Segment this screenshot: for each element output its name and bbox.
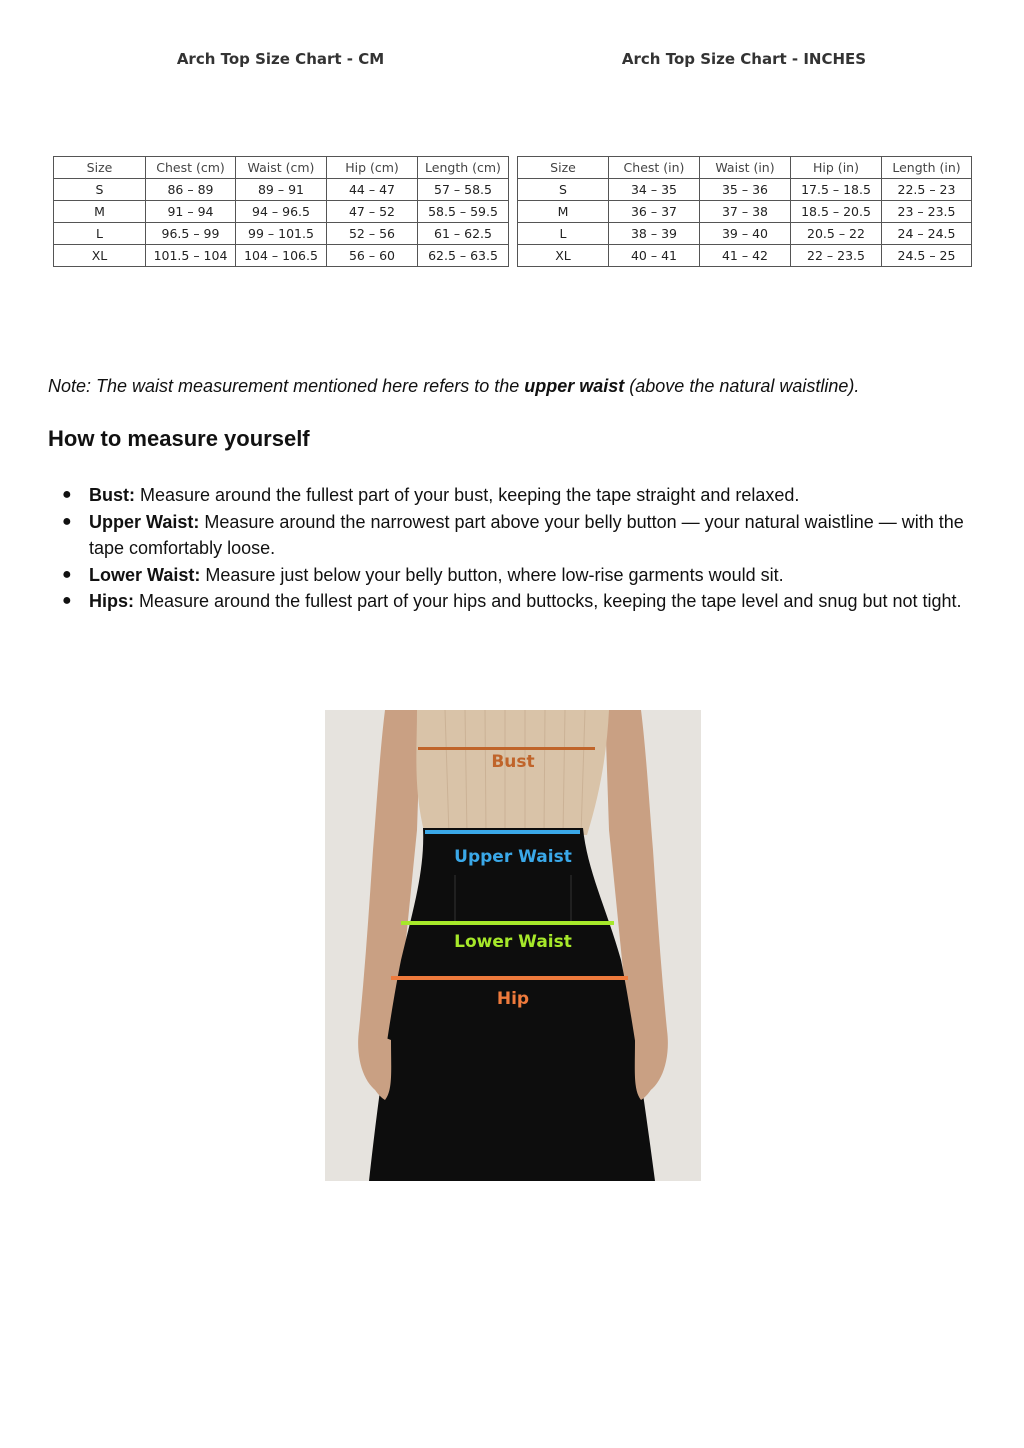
- instruction-term: Bust:: [89, 485, 135, 505]
- table-header-row: [518, 157, 972, 179]
- table-cell: 99 – 101.5: [236, 223, 327, 245]
- instruction-text: Measure around the fullest part of your hips and buttocks, keeping the tape level and snug but not tight.: [134, 591, 962, 611]
- table-cell: 57 – 58.5: [418, 179, 509, 201]
- table-cell: 17.5 – 18.5: [791, 179, 882, 201]
- table-cell: XL: [54, 245, 146, 267]
- table-cell: 23 – 23.5: [882, 201, 972, 223]
- table-cell: M: [518, 201, 609, 223]
- table-cell: 89 – 91: [236, 179, 327, 201]
- list-item: [48, 562, 978, 589]
- table-cell: 34 – 35: [609, 179, 700, 201]
- list-item: [48, 482, 978, 509]
- instruction-text: Measure around the narrowest part above your belly button — your natural waistline — with the tape comfortably loose.: [89, 511, 964, 558]
- column-header: Waist (cm): [236, 157, 327, 179]
- instruction-text: Measure just below your belly button, where low-rise garments would sit.: [200, 564, 784, 585]
- table-cell: 104 – 106.5: [236, 245, 327, 267]
- table-row: [54, 223, 509, 245]
- table-row: [518, 179, 972, 201]
- table-row: [518, 201, 972, 223]
- table-cell: 96.5 – 99: [146, 223, 236, 245]
- bullet-icon: ●: [62, 486, 72, 503]
- column-header: Hip (cm): [327, 157, 418, 179]
- column-header: Size: [518, 157, 609, 179]
- table-cell: 94 – 96.5: [236, 201, 327, 223]
- table-row: [518, 223, 972, 245]
- bullet-icon: ●: [62, 592, 72, 609]
- table-cell: 91 – 94: [146, 201, 236, 223]
- table-cell: 24.5 – 25: [882, 245, 972, 267]
- table-cell: 56 – 60: [327, 245, 418, 267]
- bullet-icon: ●: [62, 565, 72, 583]
- table-cell: 101.5 – 104: [146, 245, 236, 267]
- inches-size-table: [517, 156, 972, 267]
- instruction-term: Lower Waist:: [89, 564, 201, 585]
- column-header: Length (in): [882, 157, 972, 179]
- inches-chart-title: Arch Top Size Chart - INCHES: [621, 50, 867, 68]
- table-cell: S: [518, 179, 609, 201]
- note-suffix: (above the natural waistline).: [624, 376, 860, 396]
- section-heading: How to measure yourself: [48, 426, 310, 451]
- table-cell: 39 – 40: [700, 223, 791, 245]
- waist-note: [48, 376, 988, 397]
- table-cell: 40 – 41: [609, 245, 700, 267]
- table-cell: 41 – 42: [700, 245, 791, 267]
- upper-waist-line: [425, 830, 580, 834]
- column-header: Hip (in): [791, 157, 882, 179]
- table-cell: M: [54, 201, 146, 223]
- table-cell: 35 – 36: [700, 179, 791, 201]
- table-cell: 52 – 56: [327, 223, 418, 245]
- note-prefix: Note: The waist measurement mentioned here refers to the: [48, 376, 525, 396]
- table-cell: 37 – 38: [700, 201, 791, 223]
- table-cell: 44 – 47: [327, 179, 418, 201]
- table-cell: 18.5 – 20.5: [791, 201, 882, 223]
- table-row: [54, 245, 509, 267]
- measurement-instructions: [48, 482, 978, 615]
- table-cell: L: [518, 223, 609, 245]
- table-cell: 47 – 52: [327, 201, 418, 223]
- table-cell: 61 – 62.5: [418, 223, 509, 245]
- lower-waist-line: [401, 921, 614, 925]
- column-header: Size: [54, 157, 146, 179]
- note-emphasis: upper waist: [524, 376, 625, 396]
- table-header-row: [54, 157, 509, 179]
- table-cell: 22 – 23.5: [791, 245, 882, 267]
- bullet-icon: ●: [62, 512, 72, 530]
- table-cell: 62.5 – 63.5: [418, 245, 509, 267]
- column-header: Chest (cm): [146, 157, 236, 179]
- column-header: Waist (in): [700, 157, 791, 179]
- instruction-term: Upper Waist:: [89, 511, 200, 532]
- cm-chart-title: Arch Top Size Chart - CM: [176, 50, 385, 68]
- table-row: [54, 179, 509, 201]
- instruction-text: Measure around the fullest part of your bust, keeping the tape straight and relaxed.: [135, 485, 800, 505]
- measurement-figure: [325, 710, 701, 1181]
- bust-label: Bust: [491, 752, 535, 772]
- table-cell: 24 – 24.5: [882, 223, 972, 245]
- column-header: Chest (in): [609, 157, 700, 179]
- cm-size-table: [53, 156, 509, 267]
- bust-line: [418, 747, 595, 750]
- list-item: [48, 588, 978, 615]
- hip-line: [391, 976, 628, 980]
- table-cell: 36 – 37: [609, 201, 700, 223]
- table-row: [54, 201, 509, 223]
- table-cell: 20.5 – 22: [791, 223, 882, 245]
- table-cell: 22.5 – 23: [882, 179, 972, 201]
- upper-waist-label: Upper Waist: [454, 847, 572, 867]
- hip-label: Hip: [496, 989, 530, 1009]
- table-cell: 86 – 89: [146, 179, 236, 201]
- column-header: Length (cm): [418, 157, 509, 179]
- list-item: [48, 509, 978, 562]
- table-row: [518, 245, 972, 267]
- lower-waist-label: Lower Waist: [454, 932, 572, 952]
- table-cell: 58.5 – 59.5: [418, 201, 509, 223]
- table-cell: 38 – 39: [609, 223, 700, 245]
- table-cell: XL: [518, 245, 609, 267]
- table-cell: S: [54, 179, 146, 201]
- table-cell: L: [54, 223, 146, 245]
- instruction-term: Hips:: [89, 591, 134, 611]
